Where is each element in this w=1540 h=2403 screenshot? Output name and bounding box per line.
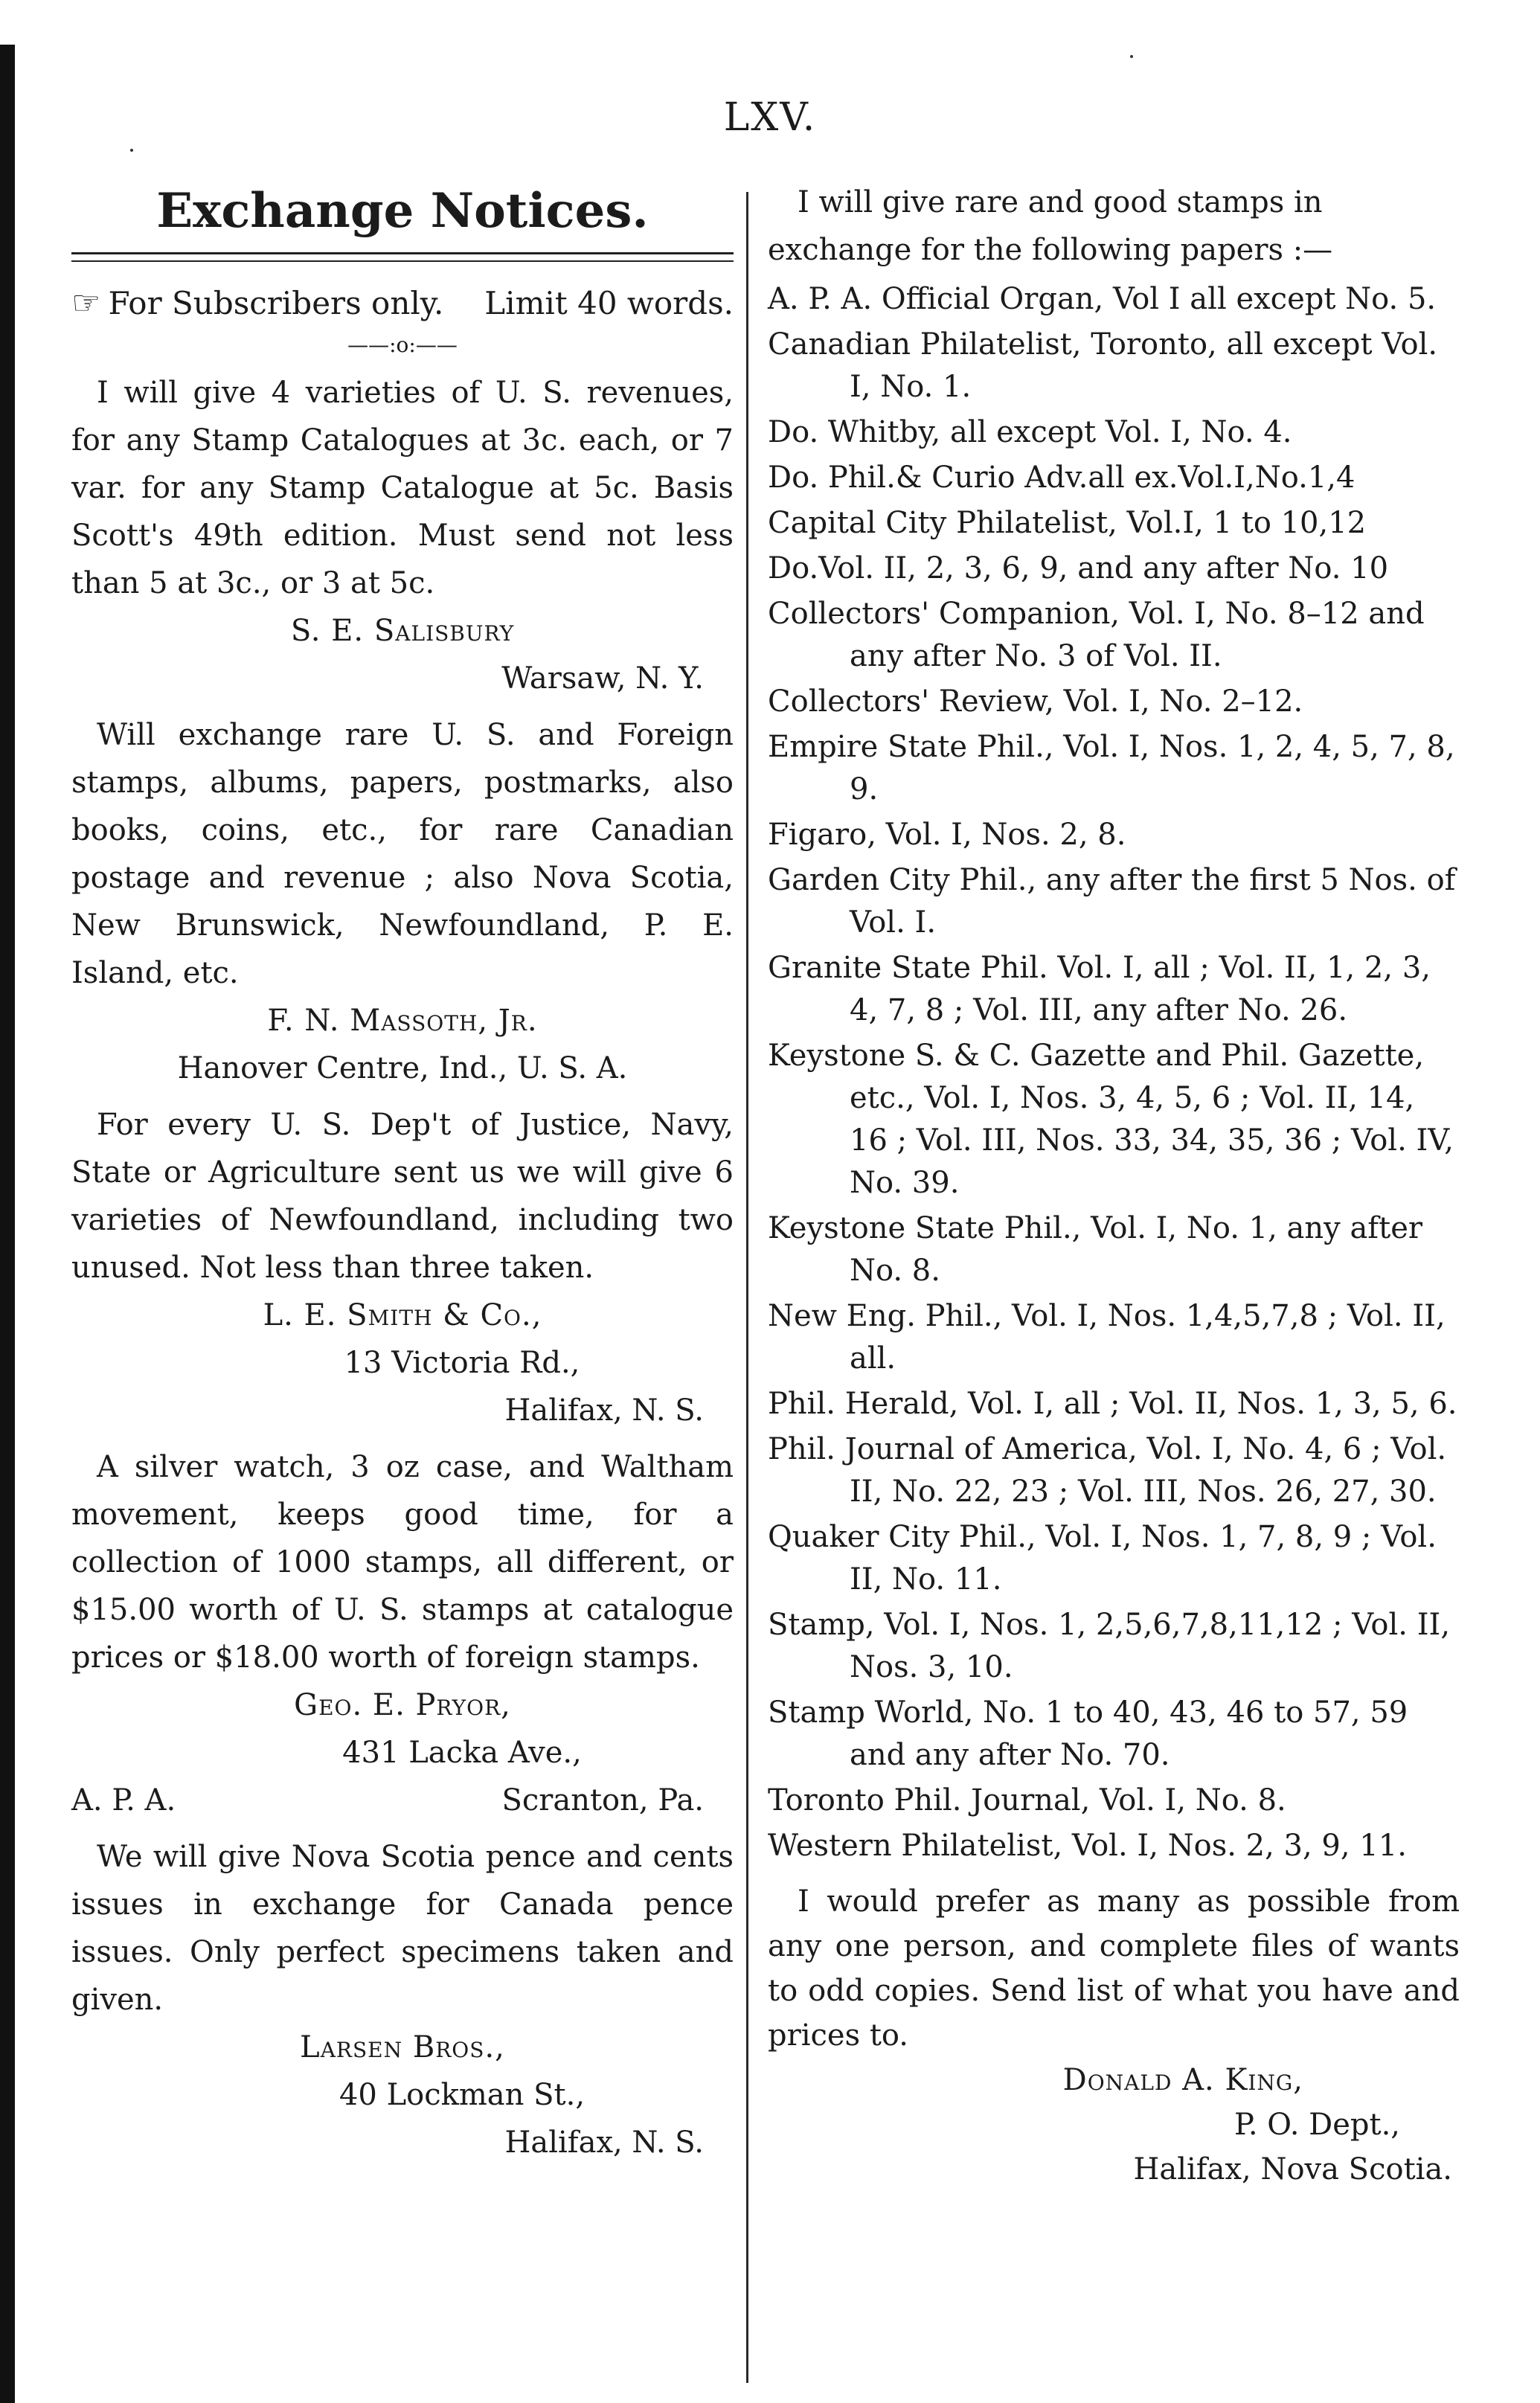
left-column <box>71 179 734 2166</box>
signature-dept: P. O. Dept., <box>1234 2108 1400 2142</box>
list-item: Stamp World, No. 1 to 40, 43, 46 to 57, 59 and any after No. 70. <box>768 1695 1408 1772</box>
signature-name: Larsen Bros., <box>300 2030 505 2064</box>
list-item: Garden City Phil., any after the first 5 Nos. of Vol. I. <box>768 863 1456 940</box>
list-item: Collectors' Review, Vol. I, No. 2–12. <box>768 684 1303 719</box>
notice-signature <box>71 1681 734 1824</box>
list-item: Keystone S. & C. Gazette and Phil. Gazette, etc., Vol. I, Nos. 3, 4, 5, 6 ; Vol. II, 14, 16 ; Vol. III, Nos. 33, 34, 35, 36 ; Vol. IV, No. 39. <box>768 1039 1454 1200</box>
signature-city: Halifax, N. S. <box>504 2126 704 2160</box>
notice-signature <box>71 997 734 1092</box>
notice <box>71 1101 734 1434</box>
column-divider <box>746 192 748 2383</box>
signature-address: Hanover Centre, Ind., U. S. A. <box>177 1051 628 1085</box>
list-item: Granite State Phil. Vol. I, all ; Vol. II, 1, 2, 3, 4, 7, 8 ; Vol. III, any after No. 26. <box>768 951 1431 1027</box>
notice <box>71 1833 734 2166</box>
signature-street: 431 Lacka Ave., <box>342 1736 582 1770</box>
signature-prefix: A. P. A. <box>71 1783 176 1818</box>
signature-address: Halifax, Nova Scotia. <box>1133 2152 1452 2187</box>
signature-name: S. E. Salisbury <box>290 614 515 648</box>
signature-city: Scranton, Pa. <box>501 1783 704 1818</box>
list-item: Phil. Herald, Vol. I, all ; Vol. II, Nos. 1, 3, 5, 6. <box>768 1387 1457 1421</box>
print-speck: ˙ <box>1125 52 1138 83</box>
list-item: Phil. Journal of America, Vol. I, No. 4, 6 ; Vol. II, No. 22, 23 ; Vol. III, Nos. 26, 27, 30. <box>768 1432 1447 1509</box>
intro-text: For Subscribers only. <box>108 285 444 321</box>
signature-line <box>71 1777 734 1824</box>
notice <box>71 1443 734 1824</box>
list-item: Canadian Philatelist, Toronto, all except Vol. I, No. 1. <box>768 327 1438 404</box>
signature-street: 13 Victoria Rd., <box>344 1346 580 1380</box>
signature-name: L. E. Smith & Co., <box>263 1298 542 1332</box>
list-item: Do.Vol. II, 2, 3, 6, 9, and any after No. 10 <box>768 551 1389 585</box>
signature-name: Donald A. King, <box>1062 2063 1303 2097</box>
section-title: Exchange Notices. <box>156 183 649 239</box>
right-column <box>768 179 1460 2192</box>
pointing-hand-icon: ☞ <box>71 284 101 322</box>
notice-text: A silver watch, 3 oz case, and Waltham movement, keeps good time, for a collection of 1000 stamps, all different, or $15.00 worth of U. S. stamps at catalogue prices or $18.00 worth of foreign stamps. <box>71 1450 734 1675</box>
notice-text: Will exchange rare U. S. and Foreign stamps, albums, papers, postmarks, also books, coins, etc., for rare Canadian postage and revenue ; also Nova Scotia, New Brunswick, Newfoundland, P. E. Island, etc. <box>71 718 734 990</box>
notice-text: For every U. S. Dep't of Justice, Navy, State or Agriculture sent us we will give 6 varieties of Newfoundland, including two unused. Not less than three taken. <box>71 1108 734 1285</box>
list-item: Empire State Phil., Vol. I, Nos. 1, 2, 4, 5, 7, 8, 9. <box>768 730 1455 806</box>
list-item: Toronto Phil. Journal, Vol. I, No. 8. <box>768 1783 1286 1818</box>
list-item: Capital City Philatelist, Vol.I, 1 to 10,12 <box>768 506 1367 540</box>
page-number: LXV. <box>723 95 817 140</box>
signature-address: Warsaw, N. Y. <box>501 661 704 696</box>
list-item: Collectors' Companion, Vol. I, No. 8–12 and any after No. 3 of Vol. II. <box>768 597 1425 673</box>
notice-text: We will give Nova Scotia pence and cents issues in exchange for Canada pence issues. Only perfect specimens taken and given. <box>71 1840 734 2017</box>
list-item: Stamp, Vol. I, Nos. 1, 2,5,6,7,8,11,12 ; Vol. II, Nos. 3, 10. <box>768 1608 1451 1684</box>
signature-street: 40 Lockman St., <box>339 2078 585 2112</box>
binding-edge <box>0 45 15 2403</box>
signature-name: F. N. Massoth, Jr. <box>267 1004 538 1038</box>
list-item: New Eng. Phil., Vol. I, Nos. 1,4,5,7,8 ; Vol. II, all. <box>768 1299 1446 1376</box>
separator: ——:o:—— <box>347 333 458 357</box>
closing-signature <box>768 2058 1460 2192</box>
notice-signature <box>71 2024 734 2166</box>
wants-list <box>768 278 1460 1867</box>
list-item: Do. Phil.& Curio Adv.all ex.Vol.I,No.1,4 <box>768 461 1355 495</box>
notice-signature <box>71 607 734 702</box>
list-item: Do. Whitby, all except Vol. I, No. 4. <box>768 415 1292 449</box>
list-item: Keystone State Phil., Vol. I, No. 1, any after No. 8. <box>768 1211 1422 1288</box>
list-item: A. P. A. Official Organ, Vol I all except No. 5. <box>768 282 1437 316</box>
wants-lead: I will give rare and good stamps in exchange for the following papers :— <box>768 185 1333 267</box>
signature-name: Geo. E. Pryor, <box>294 1688 511 1722</box>
list-item: Quaker City Phil., Vol. I, Nos. 1, 7, 8, 9 ; Vol. II, No. 11. <box>768 1520 1437 1597</box>
notice <box>71 711 734 1092</box>
print-speck: ˙ <box>125 146 138 176</box>
notice <box>71 369 734 702</box>
double-rule <box>71 252 734 262</box>
signature-city: Halifax, N. S. <box>504 1393 704 1428</box>
list-item: Figaro, Vol. I, Nos. 2, 8. <box>768 818 1126 852</box>
intro-line <box>71 280 734 327</box>
closing-paragraph: I would prefer as many as possible from any one person, and complete files of wants to odd copies. Send list of what you have and prices to. <box>768 1884 1460 2053</box>
notice-text: I will give 4 varieties of U. S. revenues, for any Stamp Catalogues at 3c. each, or 7 var. for any Stamp Catalogue at 5c. Basis Scott's 49th edition. Must send not less than 5 at 3c., or 3 at 5c. <box>71 376 734 600</box>
list-item: Western Philatelist, Vol. I, Nos. 2, 3, 9, 11. <box>768 1829 1407 1863</box>
notice-signature <box>71 1292 734 1434</box>
intro-limit: Limit 40 words. <box>484 285 734 321</box>
